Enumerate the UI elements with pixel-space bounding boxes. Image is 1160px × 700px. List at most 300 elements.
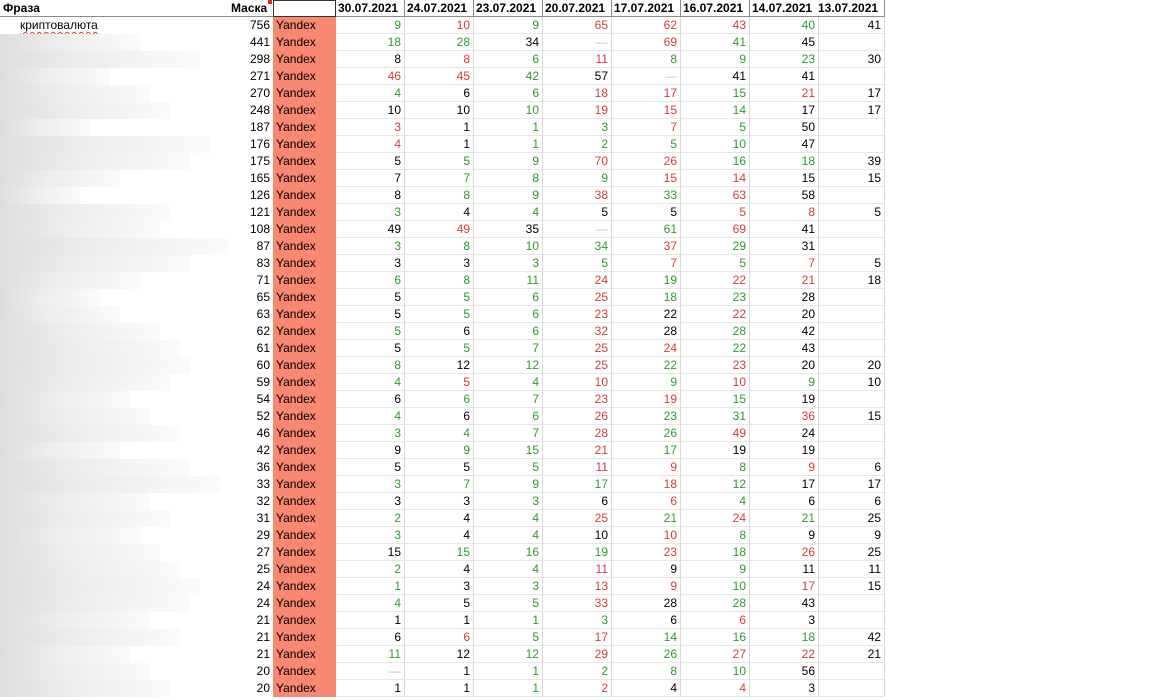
position-cell[interactable]: 9 (612, 374, 681, 391)
position-cell[interactable]: 21 (816, 646, 885, 663)
position-cell[interactable]: 6 (750, 493, 819, 510)
engine-cell[interactable]: Yandex (273, 578, 336, 595)
position-cell[interactable]: 8 (405, 272, 474, 289)
position-cell[interactable]: 3 (405, 493, 474, 510)
position-cell[interactable]: 25 (543, 340, 612, 357)
position-cell[interactable]: 23 (612, 544, 681, 561)
phrase-cell[interactable] (0, 289, 228, 306)
position-cell[interactable]: 8 (750, 204, 819, 221)
position-cell[interactable]: 4 (474, 374, 543, 391)
phrase-cell[interactable] (0, 510, 228, 527)
position-cell[interactable]: 14 (612, 629, 681, 646)
mask-cell[interactable]: 24 (256, 579, 270, 593)
header-date[interactable]: 23.07.2021 (474, 0, 543, 17)
phrase-cell[interactable] (0, 663, 228, 680)
position-cell[interactable]: 5 (681, 204, 750, 221)
position-cell[interactable]: 9 (681, 561, 750, 578)
position-cell[interactable]: 11 (750, 561, 819, 578)
position-cell[interactable]: 9 (474, 153, 543, 170)
phrase-cell[interactable] (0, 476, 228, 493)
position-cell[interactable]: 5 (405, 153, 474, 170)
mask-cell[interactable]: 54 (256, 392, 270, 406)
position-cell[interactable]: 9 (750, 374, 819, 391)
position-cell[interactable] (816, 595, 885, 612)
position-cell[interactable]: 5 (543, 255, 612, 272)
position-cell[interactable]: 10 (816, 374, 885, 391)
position-cell[interactable]: 1 (405, 663, 474, 680)
position-cell[interactable]: 7 (405, 476, 474, 493)
phrase-cell[interactable] (0, 187, 228, 204)
position-cell[interactable]: 17 (612, 442, 681, 459)
phrase-cell[interactable] (0, 680, 228, 697)
position-cell[interactable]: 17 (543, 629, 612, 646)
position-cell[interactable]: 15 (816, 408, 885, 425)
engine-cell[interactable]: Yandex (273, 170, 336, 187)
position-cell[interactable]: 26 (543, 408, 612, 425)
position-cell[interactable]: 9 (750, 459, 819, 476)
position-cell[interactable]: 20 (750, 357, 819, 374)
position-cell[interactable]: 5 (405, 340, 474, 357)
position-cell[interactable]: 25 (816, 510, 885, 527)
position-cell[interactable]: 41 (750, 68, 819, 85)
position-cell[interactable]: 57 (543, 68, 612, 85)
position-cell[interactable]: 10 (612, 527, 681, 544)
position-cell[interactable]: 70 (543, 153, 612, 170)
position-cell[interactable]: 23 (612, 408, 681, 425)
position-cell[interactable]: 13 (543, 578, 612, 595)
position-cell[interactable]: 45 (405, 68, 474, 85)
position-cell[interactable]: 12 (405, 357, 474, 374)
engine-cell[interactable]: Yandex (273, 187, 336, 204)
position-cell[interactable]: 5 (405, 289, 474, 306)
position-cell[interactable]: 8 (336, 187, 405, 204)
position-cell[interactable]: 24 (681, 510, 750, 527)
position-cell[interactable]: 39 (816, 153, 885, 170)
position-cell[interactable]: 28 (405, 34, 474, 51)
position-cell[interactable]: 6 (336, 629, 405, 646)
phrase-cell[interactable] (0, 221, 228, 238)
engine-cell[interactable]: Yandex (273, 527, 336, 544)
mask-cell[interactable]: 271 (249, 69, 270, 83)
position-cell[interactable]: 1 (336, 680, 405, 697)
position-cell[interactable]: 28 (612, 595, 681, 612)
mask-cell[interactable]: 298 (249, 52, 270, 66)
position-cell[interactable]: 24 (543, 272, 612, 289)
phrase-cell[interactable] (0, 238, 228, 255)
position-cell[interactable]: 19 (543, 544, 612, 561)
position-cell[interactable] (816, 187, 885, 204)
phrase-cell[interactable] (0, 561, 228, 578)
position-cell[interactable]: 5 (405, 306, 474, 323)
position-cell[interactable]: 56 (750, 663, 819, 680)
position-cell[interactable]: 37 (612, 238, 681, 255)
position-cell[interactable]: 16 (474, 544, 543, 561)
position-cell[interactable]: 7 (336, 170, 405, 187)
position-cell[interactable]: 5 (543, 204, 612, 221)
position-cell[interactable]: 41 (750, 221, 819, 238)
position-cell[interactable]: 10 (681, 374, 750, 391)
position-cell[interactable]: 26 (750, 544, 819, 561)
mask-cell[interactable]: 42 (256, 443, 270, 457)
engine-cell[interactable]: Yandex (273, 119, 336, 136)
header-mask[interactable] (228, 0, 273, 17)
engine-cell[interactable]: Yandex (273, 102, 336, 119)
engine-cell[interactable]: Yandex (273, 629, 336, 646)
engine-cell[interactable]: Yandex (273, 442, 336, 459)
position-cell[interactable]: 32 (543, 323, 612, 340)
phrase-cell[interactable] (0, 68, 228, 85)
position-cell[interactable]: 5 (612, 136, 681, 153)
phrase-cell[interactable] (0, 374, 228, 391)
position-cell[interactable]: 21 (612, 510, 681, 527)
position-cell[interactable]: 6 (612, 612, 681, 629)
position-cell[interactable] (816, 136, 885, 153)
engine-cell[interactable]: Yandex (273, 68, 336, 85)
position-cell[interactable]: 4 (681, 680, 750, 697)
position-cell[interactable]: 9 (612, 578, 681, 595)
phrase-cell[interactable] (0, 646, 228, 663)
position-cell[interactable]: 15 (750, 170, 819, 187)
position-cell[interactable]: — (336, 663, 405, 680)
position-cell[interactable]: 9 (336, 442, 405, 459)
position-cell[interactable]: 11 (543, 561, 612, 578)
position-cell[interactable]: 10 (543, 527, 612, 544)
position-cell[interactable]: 18 (336, 34, 405, 51)
position-cell[interactable]: 10 (474, 102, 543, 119)
position-cell[interactable]: 6 (612, 493, 681, 510)
position-cell[interactable]: 23 (681, 357, 750, 374)
header-date[interactable]: 24.07.2021 (405, 0, 474, 17)
position-cell[interactable]: 10 (681, 663, 750, 680)
position-cell[interactable]: 29 (543, 646, 612, 663)
position-cell[interactable]: 4 (336, 595, 405, 612)
position-cell[interactable]: 2 (543, 663, 612, 680)
position-cell[interactable]: 28 (612, 323, 681, 340)
position-cell[interactable]: 21 (750, 272, 819, 289)
engine-cell[interactable]: Yandex (273, 391, 336, 408)
phrase-cell[interactable] (0, 136, 228, 153)
position-cell[interactable]: 22 (681, 306, 750, 323)
engine-cell[interactable]: Yandex (273, 561, 336, 578)
position-cell[interactable]: 5 (405, 459, 474, 476)
phrase-cell[interactable] (0, 306, 228, 323)
position-cell[interactable]: 6 (405, 629, 474, 646)
header-date[interactable]: 14.07.2021 (750, 0, 819, 17)
position-cell[interactable]: 15 (612, 102, 681, 119)
position-cell[interactable]: 10 (405, 17, 474, 34)
mask-cell[interactable]: 176 (249, 137, 270, 151)
mask-cell[interactable]: 24 (256, 596, 270, 610)
position-cell[interactable]: 16 (681, 629, 750, 646)
position-cell[interactable]: 4 (405, 561, 474, 578)
position-cell[interactable]: 41 (681, 68, 750, 85)
position-cell[interactable]: 6 (474, 51, 543, 68)
position-cell[interactable]: 12 (474, 357, 543, 374)
position-cell[interactable]: 6 (474, 289, 543, 306)
position-cell[interactable]: 43 (750, 340, 819, 357)
position-cell[interactable]: 7 (474, 340, 543, 357)
position-cell[interactable]: 4 (405, 425, 474, 442)
mask-cell[interactable]: 441 (249, 35, 270, 49)
position-cell[interactable]: 17 (750, 102, 819, 119)
position-cell[interactable]: 1 (405, 680, 474, 697)
position-cell[interactable]: 3 (336, 527, 405, 544)
position-cell[interactable]: 8 (612, 663, 681, 680)
position-cell[interactable]: 9 (681, 51, 750, 68)
position-cell[interactable]: 5 (681, 255, 750, 272)
position-cell[interactable] (816, 68, 885, 85)
phrase-cell[interactable] (0, 493, 228, 510)
phrase-cell[interactable] (0, 119, 228, 136)
position-cell[interactable]: 3 (543, 612, 612, 629)
position-cell[interactable]: 15 (612, 170, 681, 187)
position-cell[interactable]: 20 (816, 357, 885, 374)
engine-cell[interactable]: Yandex (273, 272, 336, 289)
position-cell[interactable]: 31 (681, 408, 750, 425)
mask-cell[interactable]: 27 (256, 545, 270, 559)
engine-cell[interactable]: Yandex (273, 17, 336, 34)
position-cell[interactable]: 3 (405, 255, 474, 272)
engine-cell[interactable]: Yandex (273, 204, 336, 221)
position-cell[interactable]: 22 (612, 306, 681, 323)
engine-cell[interactable]: Yandex (273, 595, 336, 612)
phrase-cell[interactable] (0, 102, 228, 119)
position-cell[interactable] (816, 663, 885, 680)
position-cell[interactable]: 9 (612, 561, 681, 578)
position-cell[interactable] (816, 221, 885, 238)
position-cell[interactable]: 3 (336, 255, 405, 272)
position-cell[interactable]: 8 (474, 170, 543, 187)
position-cell[interactable]: 46 (336, 68, 405, 85)
position-cell[interactable]: 45 (750, 34, 819, 51)
header-phrase[interactable]: Фраза (0, 0, 228, 17)
position-cell[interactable]: 50 (750, 119, 819, 136)
position-cell[interactable]: 4 (474, 561, 543, 578)
position-cell[interactable]: 19 (681, 442, 750, 459)
position-cell[interactable]: 40 (750, 17, 819, 34)
position-cell[interactable]: 2 (543, 136, 612, 153)
position-cell[interactable]: 42 (750, 323, 819, 340)
position-cell[interactable]: 18 (612, 289, 681, 306)
phrase-cell[interactable] (0, 527, 228, 544)
position-cell[interactable]: 12 (405, 646, 474, 663)
position-cell[interactable]: 25 (543, 289, 612, 306)
position-cell[interactable]: 9 (474, 187, 543, 204)
position-cell[interactable]: 15 (405, 544, 474, 561)
position-cell[interactable]: 10 (681, 136, 750, 153)
mask-cell[interactable]: 63 (256, 307, 270, 321)
position-cell[interactable]: 17 (750, 476, 819, 493)
position-cell[interactable]: 5 (336, 153, 405, 170)
position-cell[interactable]: 17 (816, 476, 885, 493)
position-cell[interactable]: 17 (750, 578, 819, 595)
position-cell[interactable]: 7 (474, 425, 543, 442)
phrase-cell[interactable] (0, 153, 228, 170)
engine-cell[interactable]: Yandex (273, 425, 336, 442)
engine-cell[interactable]: Yandex (273, 153, 336, 170)
position-cell[interactable]: 28 (750, 289, 819, 306)
position-cell[interactable]: 20 (750, 306, 819, 323)
mask-cell[interactable]: 121 (249, 205, 270, 219)
phrase-cell[interactable] (0, 255, 228, 272)
position-cell[interactable]: 3 (750, 612, 819, 629)
position-cell[interactable]: 19 (612, 391, 681, 408)
position-cell[interactable]: 23 (543, 391, 612, 408)
engine-cell[interactable]: Yandex (273, 136, 336, 153)
mask-cell[interactable]: 20 (256, 681, 270, 695)
engine-cell[interactable]: Yandex (273, 374, 336, 391)
mask-cell[interactable]: 175 (249, 154, 270, 168)
position-cell[interactable]: 10 (543, 374, 612, 391)
position-cell[interactable]: 1 (474, 119, 543, 136)
engine-cell[interactable]: Yandex (273, 255, 336, 272)
position-cell[interactable]: 15 (336, 544, 405, 561)
position-cell[interactable]: 19 (612, 272, 681, 289)
mask-cell[interactable]: 46 (256, 426, 270, 440)
engine-cell[interactable]: Yandex (273, 510, 336, 527)
position-cell[interactable]: 6 (474, 306, 543, 323)
mask-cell[interactable]: 60 (256, 358, 270, 372)
position-cell[interactable]: 6 (474, 323, 543, 340)
position-cell[interactable]: 18 (816, 272, 885, 289)
position-cell[interactable]: 7 (750, 255, 819, 272)
phrase-cell[interactable] (0, 204, 228, 221)
position-cell[interactable]: 3 (405, 578, 474, 595)
position-cell[interactable] (816, 680, 885, 697)
position-cell[interactable]: 4 (405, 527, 474, 544)
position-cell[interactable]: 24 (750, 425, 819, 442)
position-cell[interactable]: 9 (474, 17, 543, 34)
phrase-cell[interactable] (0, 425, 228, 442)
position-cell[interactable] (816, 323, 885, 340)
position-cell[interactable]: 5 (612, 204, 681, 221)
position-cell[interactable]: 7 (405, 170, 474, 187)
position-cell[interactable] (816, 340, 885, 357)
engine-cell[interactable]: Yandex (273, 663, 336, 680)
position-cell[interactable]: 1 (474, 612, 543, 629)
position-cell[interactable]: 12 (681, 476, 750, 493)
position-cell[interactable]: 5 (474, 595, 543, 612)
position-cell[interactable]: 5 (336, 323, 405, 340)
position-cell[interactable]: 6 (543, 493, 612, 510)
position-cell[interactable]: 28 (543, 425, 612, 442)
position-cell[interactable] (816, 391, 885, 408)
header-date[interactable]: 20.07.2021 (543, 0, 612, 17)
phrase-cell[interactable] (0, 357, 228, 374)
phrase-cell[interactable] (0, 323, 228, 340)
position-cell[interactable]: 19 (543, 102, 612, 119)
mask-cell[interactable]: 21 (256, 613, 270, 627)
position-cell[interactable]: 25 (816, 544, 885, 561)
position-cell[interactable]: 2 (336, 561, 405, 578)
phrase-cell[interactable] (0, 408, 228, 425)
position-cell[interactable]: 4 (336, 85, 405, 102)
position-cell[interactable]: 3 (336, 493, 405, 510)
engine-cell[interactable]: Yandex (273, 408, 336, 425)
phrase-cell[interactable] (0, 34, 228, 51)
position-cell[interactable]: 42 (474, 68, 543, 85)
position-cell[interactable]: 41 (816, 17, 885, 34)
mask-cell[interactable]: 21 (256, 630, 270, 644)
position-cell[interactable]: 5 (336, 306, 405, 323)
phrase-cell[interactable] (0, 51, 228, 68)
position-cell[interactable]: 22 (681, 272, 750, 289)
position-cell[interactable]: 9 (816, 527, 885, 544)
phrase-cell[interactable] (0, 17, 228, 34)
mask-cell[interactable]: 29 (256, 528, 270, 542)
position-cell[interactable]: 38 (543, 187, 612, 204)
position-cell[interactable]: 5 (336, 289, 405, 306)
position-cell[interactable]: 5 (405, 595, 474, 612)
position-cell[interactable]: 1 (405, 612, 474, 629)
phrase-cell[interactable] (0, 544, 228, 561)
position-cell[interactable]: 9 (612, 459, 681, 476)
mask-cell[interactable]: 25 (256, 562, 270, 576)
position-cell[interactable]: 69 (681, 221, 750, 238)
header-date[interactable]: 17.07.2021 (612, 0, 681, 17)
engine-cell[interactable]: Yandex (273, 85, 336, 102)
position-cell[interactable]: 1 (336, 578, 405, 595)
position-cell[interactable]: 65 (543, 17, 612, 34)
mask-cell[interactable]: 36 (256, 460, 270, 474)
position-cell[interactable]: 6 (405, 408, 474, 425)
header-date[interactable]: 30.07.2021 (336, 0, 405, 17)
position-cell[interactable]: 24 (612, 340, 681, 357)
position-cell[interactable]: 1 (405, 136, 474, 153)
position-cell[interactable]: 6 (474, 85, 543, 102)
position-cell[interactable]: 6 (336, 272, 405, 289)
position-cell[interactable]: 42 (816, 629, 885, 646)
engine-cell[interactable]: Yandex (273, 646, 336, 663)
position-cell[interactable]: 25 (543, 357, 612, 374)
header-date[interactable]: 16.07.2021 (681, 0, 750, 17)
position-cell[interactable]: 17 (816, 102, 885, 119)
position-cell[interactable] (816, 442, 885, 459)
mask-cell[interactable]: 21 (256, 647, 270, 661)
mask-cell[interactable]: 756 (249, 18, 270, 32)
position-cell[interactable] (816, 612, 885, 629)
position-cell[interactable]: 9 (543, 170, 612, 187)
position-cell[interactable]: 5 (336, 340, 405, 357)
position-cell[interactable]: 17 (543, 476, 612, 493)
position-cell[interactable]: 4 (336, 408, 405, 425)
position-cell[interactable]: 11 (474, 272, 543, 289)
position-cell[interactable]: 30 (816, 51, 885, 68)
position-cell[interactable]: 21 (543, 442, 612, 459)
engine-cell[interactable]: Yandex (273, 306, 336, 323)
mask-cell[interactable]: 20 (256, 664, 270, 678)
position-cell[interactable]: 3 (336, 476, 405, 493)
phrase-cell[interactable] (0, 170, 228, 187)
position-cell[interactable]: 10 (405, 102, 474, 119)
engine-cell[interactable]: Yandex (273, 544, 336, 561)
position-cell[interactable]: 3 (543, 119, 612, 136)
mask-cell[interactable]: 83 (256, 256, 270, 270)
position-cell[interactable]: 2 (336, 510, 405, 527)
mask-cell[interactable]: 61 (256, 341, 270, 355)
position-cell[interactable]: 16 (681, 153, 750, 170)
position-cell[interactable]: 3 (336, 238, 405, 255)
phrase-cell[interactable] (0, 459, 228, 476)
mask-cell[interactable]: 65 (256, 290, 270, 304)
position-cell[interactable]: 10 (474, 238, 543, 255)
position-cell[interactable]: 10 (681, 578, 750, 595)
phrase-cell[interactable] (0, 595, 228, 612)
mask-cell[interactable]: 31 (256, 511, 270, 525)
position-cell[interactable]: 19 (750, 442, 819, 459)
position-cell[interactable]: 5 (474, 459, 543, 476)
phrase-cell[interactable] (0, 578, 228, 595)
